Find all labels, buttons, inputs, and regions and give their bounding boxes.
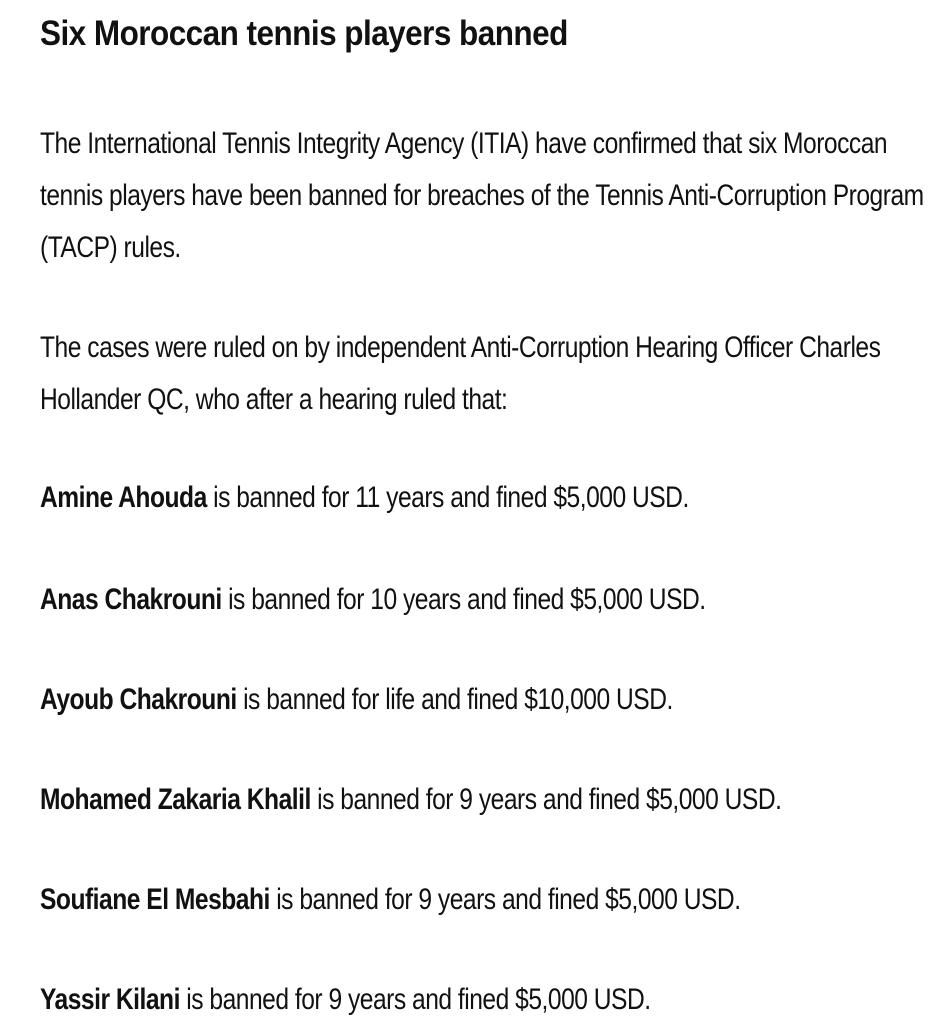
intro-paragraph: The International Tennis Integrity Agency (ITIA) have confirmed that six Moroccan tennis players have been banned for breaches of the Tennis Anti-Corruption Program (TACP) rules. [40,127,924,264]
ban-details: is banned for 9 years and fined $5,000 USD. [310,783,782,816]
ban-details: is banned for 9 years and fined $5,000 USD. [179,983,651,1016]
player-name: Amine Ahouda [40,481,207,514]
ban-details: is banned for 10 years and fined $5,000 USD. [221,583,706,616]
ban-details: is banned for 9 years and fined $5,000 USD. [269,883,741,916]
ban-item [40,478,689,518]
article [40,0,935,1016]
ban-details: is banned for life and fined $10,000 USD. [236,683,673,716]
ruling-paragraph: The cases were ruled on by independent Anti-Corruption Hearing Officer Charles Hollander QC, who after a hearing ruled that: [40,331,881,416]
ban-item [40,980,651,1020]
player-name: Soufiane El Mesbahi [40,883,270,916]
player-name: Mohamed Zakaria Khalil [40,783,311,816]
player-name: Ayoub Chakrouni [40,683,237,716]
article-title: Six Moroccan tennis players banned [40,14,568,53]
ban-details: is banned for 11 years and fined $5,000 USD. [206,481,689,514]
ban-item [40,780,781,820]
ban-item [40,680,673,720]
ban-item [40,880,741,920]
player-name: Yassir Kilani [40,983,180,1016]
player-name: Anas Chakrouni [40,583,222,616]
ban-item [40,580,706,620]
